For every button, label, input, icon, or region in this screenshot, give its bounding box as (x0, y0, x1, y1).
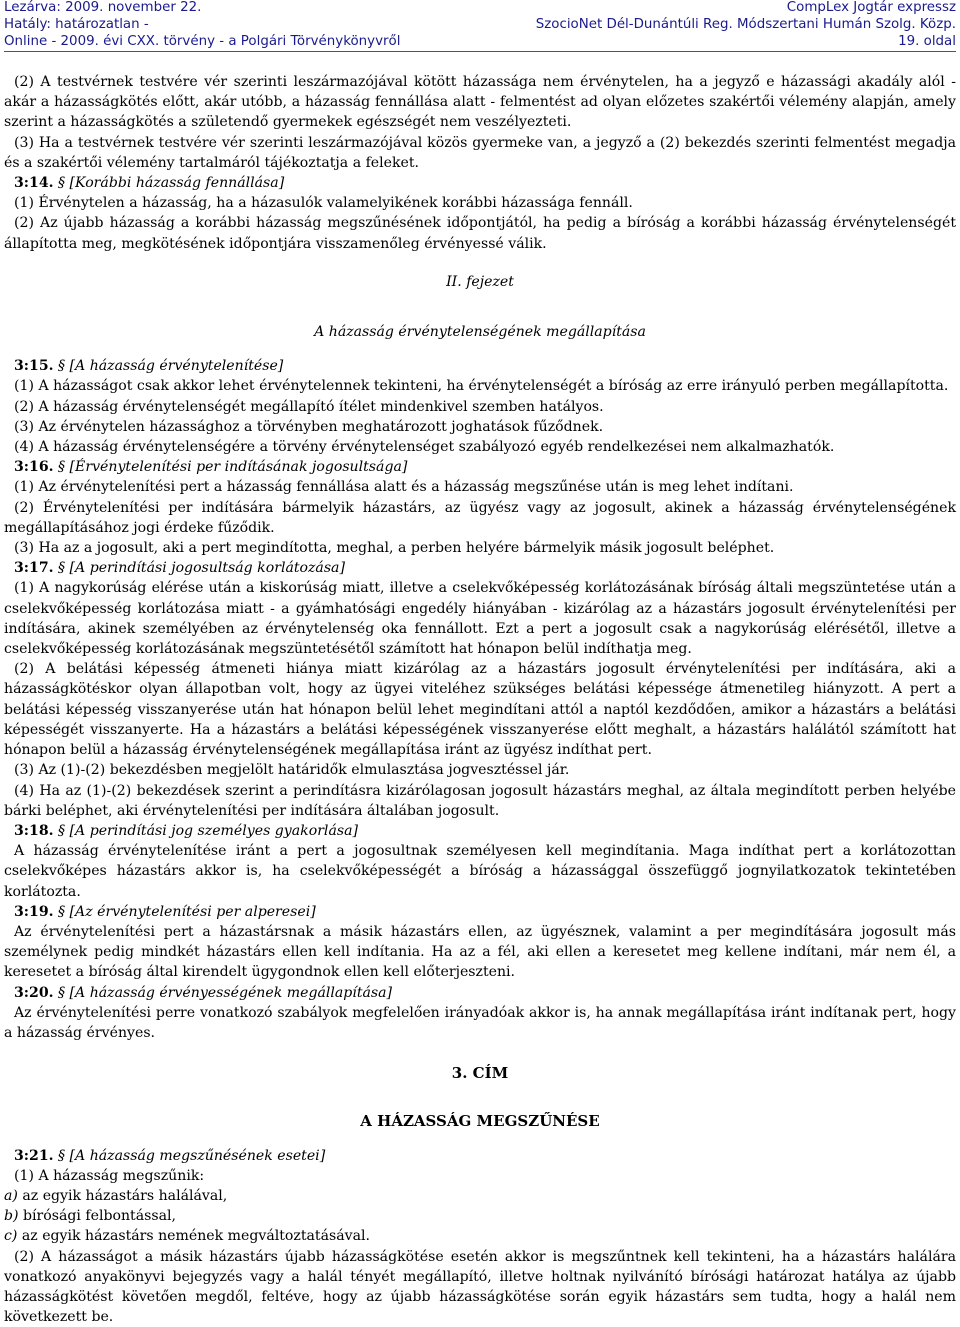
paragraph: (1) A nagykorúság elérése után a kiskorúság miatt, illetve a cselekvőképesség korlátozásának bíróság általi megszüntetése után a cselekvőképesség korlátozása miatt - a gyámhatósági engedély hiányában - kizárólag az a házastárs jogosult érvénytelenítési per indítására, akinek személyében az érvénytelenség oka fennállott. Ezt a pert a jogosult csak a nagykorúság elérésétől, illetve a cselekvőképesség korlátozásának megszüntetésétől számított hat hónapon belül indíthatja meg. (4, 580, 956, 658)
document-page (4, 0, 956, 1326)
page-header (4, 0, 956, 52)
section-heading-3-16 (4, 457, 956, 477)
header-closed-date: Lezárva: 2009. november 22. (4, 0, 202, 15)
paragraph: (3) Ha a testvérnek testvére vér szerinti leszármazójával közös gyermeke van, a jegyző a (2) bekezdés szerinti felmentést megadja és a szakértői vélemény tartalmáról tájékoztatja a feleket. (4, 134, 956, 171)
paragraph: (3) Az érvénytelen házassághoz a törvényben meghatározott joghatások fűződnek. (14, 418, 604, 435)
section-heading-3-21 (4, 1146, 956, 1166)
paragraph: (1) Az érvénytelenítési pert a házasság fennállása alatt és a házasság megszűnése után is meg lehet indítani. (14, 479, 794, 496)
header-page-number: 19. oldal (898, 34, 956, 49)
paragraph: (3) Ha az a jogosult, aki a pert megindította, meghal, a perben helyére bármelyik másik jogosult beléphet. (14, 540, 775, 557)
section-heading-3-15 (4, 356, 956, 376)
section-number: 3:19. (14, 903, 54, 920)
paragraph: (2) A belátási képesség átmeneti hiánya miatt kizárólag az a házastárs jogosult érvénytelenítési per indítására, aki a házasságkötéskor olyan állapotban volt, hogy az ügyei viteléhez szükséges belátási képessége átmenetileg hiányzott. A pert a belátási képesség visszanyerése után hat hónapon belül lehet megindítani attól a naptól kezdődően, amikor a házastárs a belátási képességét visszanyerte. Ha a házastárs a belátási képességének visszanyerése előtt meghalt, a házastárs halálától számított hat hónapon belül a házasság érvénytelenségének megállapítása iránt az ügyész indíthat pert. (4, 661, 956, 759)
paragraph: (2) Az újabb házasság a korábbi házasság megszűnésének időpontjától, ha pedig a bíróság a korábbi házasság érvénytelenségét állapította meg, megkötésének időpontjára visszamenőleg érvényessé válik. (4, 215, 956, 252)
section-heading-3-20 (4, 983, 956, 1003)
paragraph: (4) A házasság érvénytelenségére a törvény érvénytelenséget szabályozó egyéb rendelkezései nem alkalmazhatók. (14, 439, 835, 456)
chapter-title: A házasság érvénytelenségének megállapítása (314, 324, 646, 341)
header-law-title: Online - 2009. évi CXX. törvény - a Polgári Törvénykönyvről (4, 34, 401, 49)
list-letter: a) (4, 1187, 18, 1204)
paragraph: (4) Ha az (1)-(2) bekezdések szerint a perindításra kizárólagosan jogosult házastárs meghal, az általa megindított perben helyébe bárki beléphet, aki érvénytelenítési per indítására általában jogosult. (4, 782, 956, 819)
list-text: az egyik házastárs nemének megváltoztatásával. (17, 1228, 370, 1245)
section-number: 3:17. (14, 560, 54, 577)
spacer (4, 1132, 956, 1146)
list-text: bírósági felbontással, (18, 1208, 176, 1225)
chapter-number: II. fejezet (446, 273, 514, 290)
section-heading-3-14 (4, 173, 956, 193)
section-title: § [Az érvénytelenítési per alperesei] (58, 903, 316, 920)
section-number: 3:18. (14, 822, 54, 839)
section-heading-3-17 (4, 558, 956, 578)
list-item (4, 1186, 956, 1206)
list-letter: b) (4, 1208, 19, 1225)
paragraph: Az érvénytelenítési perre vonatkozó szabályok megfelelően irányadóak akkor is, ha annak megállapítása iránt indítanak pert, hogy a házasság érvényes. (4, 1004, 956, 1041)
header-organization: SzocioNet Dél-Dunántúli Reg. Módszertani Humán Szolg. Közp. (535, 17, 956, 32)
paragraph: A házasság érvénytelenítése iránt a pert a jogosultnak személyesen kell megindítania. Maga indíthat pert a korlátozottan cselekvőképes házastárs akkor is, ha cselekvőképességét a bíróság a házassággal összefüggő jognyilatkozatok tekintetében korlátozta. (4, 843, 956, 900)
header-product: CompLex Jogtár expressz (786, 0, 956, 15)
section-heading-3-19 (4, 902, 956, 922)
paragraph: (2) A testvérnek testvére vér szerinti leszármazójával kötött házassága nem érvénytelen, ha a jegyző e házassági akadály alól - akár a házasságkötés előtt, akár utóbb, a házasság fennállása alatt - felmentést ad olyan előzetes szakértői vélemény alapján, amely szerint a házasságkötés a születendő gyermekek egészségét nem veszélyezteti. (4, 74, 956, 131)
section-title: § [Érvénytelenítési per indításának jogosultsága] (58, 459, 408, 476)
section-title: § [A perindítási jog személyes gyakorlása] (58, 822, 358, 839)
paragraph: (1) A házasság megszűnik: (14, 1167, 205, 1184)
paragraph: (1) Érvénytelen a házasság, ha a házasulók valamelyikének korábbi házassága fennáll. (14, 195, 633, 212)
list-item (4, 1206, 956, 1226)
paragraph: (2) A házasságot a másik házastárs újabb házasságkötése esetén akkor is megszűntnek kell tekinteni, ha a házastárs halálára vonatkozó anyakönyvi bejegyzés vagy a halál tényét megállapító, illetve holtnak nyilvánító bírósági határozat hatálya az újabb házasságkötést követően megdől, feltéve, hogy az újabb házasságkötése során egyik házastárs sem tudta, hogy a halál nem következett be. (4, 1248, 956, 1326)
section-number: 3:20. (14, 984, 54, 1001)
spacer (4, 342, 956, 356)
section-title: § [A házasság érvényességének megállapítása] (58, 984, 393, 1001)
list-letter: c) (4, 1228, 18, 1245)
header-divider (4, 51, 956, 52)
section-heading-3-18 (4, 821, 956, 841)
paragraph: (2) A házasság érvénytelenségét megállapító ítélet mindenkivel szemben hatályos. (14, 398, 604, 415)
section-title: § [A házasság érvénytelenítése] (58, 358, 284, 375)
title-number: 3. CÍM (451, 1064, 509, 1083)
section-number: 3:16. (14, 459, 54, 476)
list-item (4, 1226, 956, 1246)
paragraph: Az érvénytelenítési pert a házastársnak a másik házastárs ellen, az ügyésznek, valamint a per megindítására jogosult más személynek pedig mindkét házastárs ellen kell indítania. Ha az a fél, aki ellen a keresetet meg kellene indítani, már nem él, a keresetet a bíróság által kirendelt ügygondnok ellen kell előterjeszteni. (4, 923, 956, 981)
header-left (4, 0, 400, 50)
header-right (536, 0, 956, 50)
section-number: 3:14. (14, 175, 54, 192)
header-validity: Hatály: határozatlan - (4, 17, 149, 32)
section-title: § [Korábbi házasság fennállása] (58, 175, 285, 192)
section-number: 3:15. (14, 358, 54, 375)
paragraph: (1) A házasságot csak akkor lehet érvénytelennek tekinteni, ha érvénytelenségét a bíróság az erre irányuló perben megállapította. (14, 378, 949, 395)
section-title: § [A perindítási jogosultság korlátozása] (58, 560, 345, 577)
paragraph: (2) Érvénytelenítési per indítására bármelyik házastárs, az ügyész vagy az jogosult, akinek a házasság érvénytelenségének megállapításához jogi érdeke fűződik. (4, 499, 956, 536)
document-body (4, 72, 956, 1327)
section-number: 3:21. (14, 1147, 54, 1164)
section-title: § [A házasság megszűnésének esetei] (58, 1147, 326, 1164)
title-heading: A HÁZASSÁG MEGSZŰNÉSE (360, 1112, 600, 1131)
list-text: az egyik házastárs halálával, (17, 1187, 228, 1204)
paragraph: (3) Az (1)-(2) bekezdésben megjelölt határidők elmulasztása jogvesztéssel jár. (14, 762, 570, 779)
